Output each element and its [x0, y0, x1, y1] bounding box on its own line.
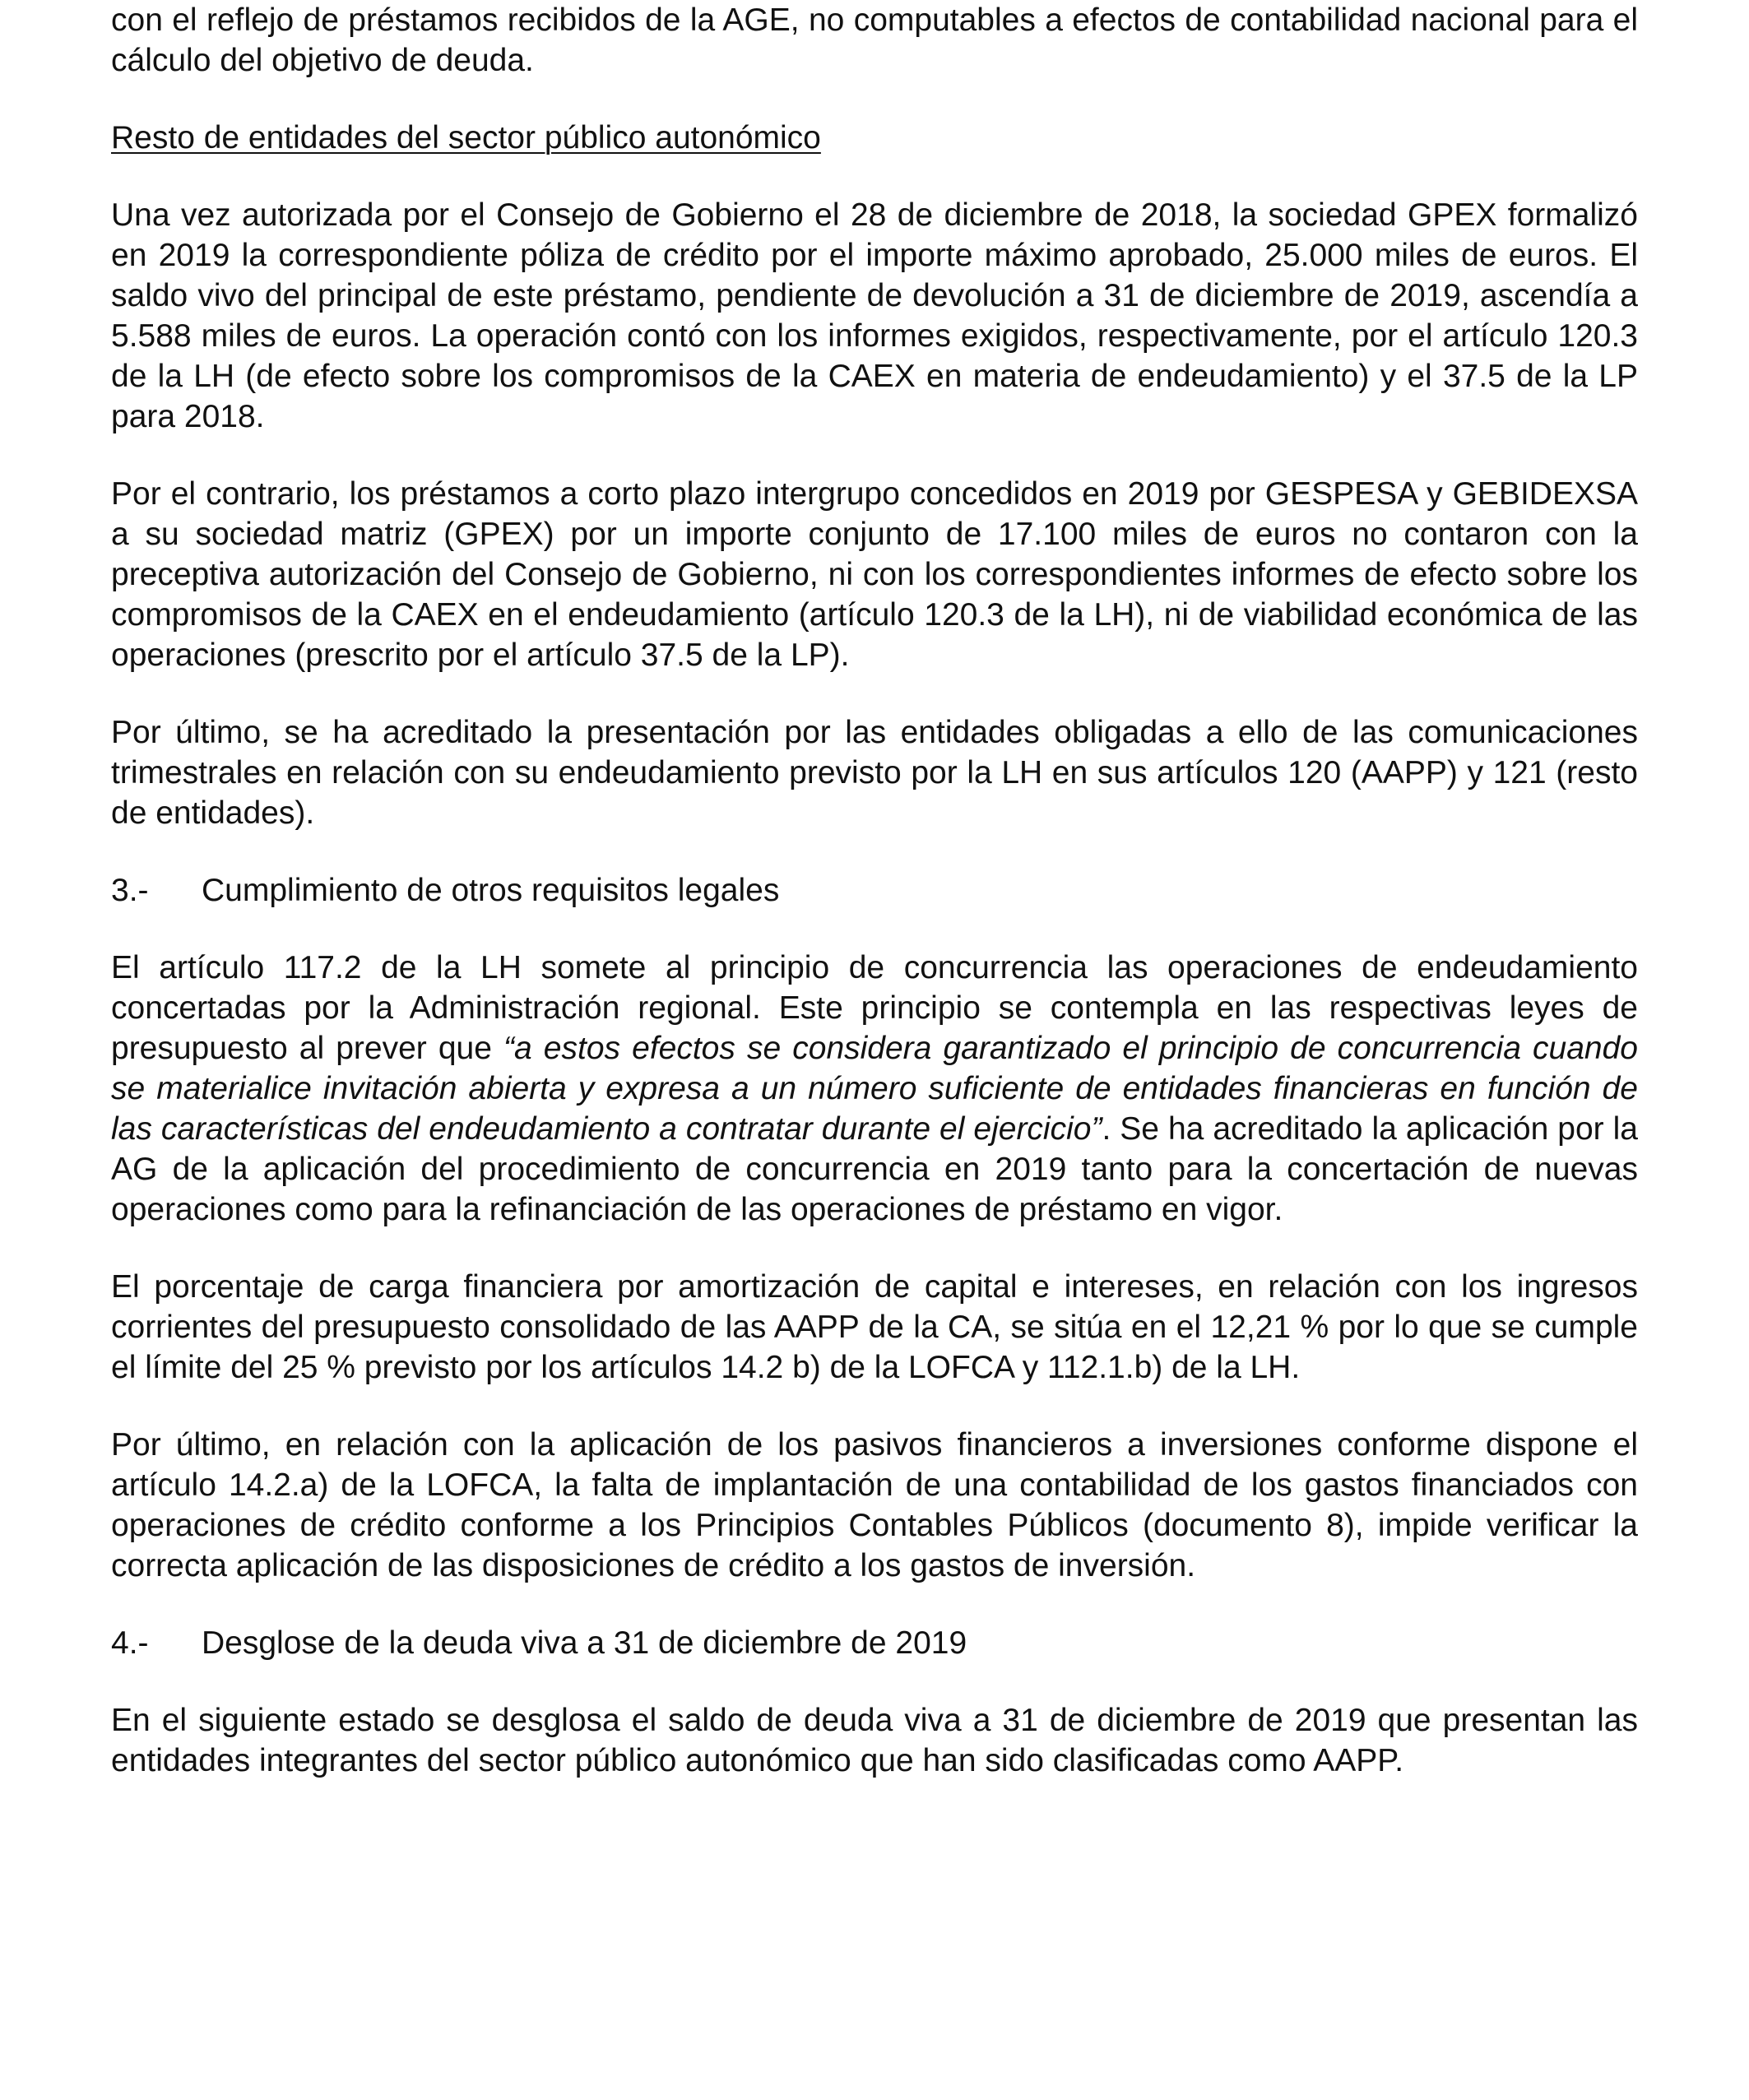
- pasivos-financieros-paragraph: Por último, en relación con la aplicación de los pasivos financieros a inversiones conforme dispone el artículo 14.2.a) de la LOFCA, la falta de implantación de una contabilidad de los gastos financiados con operaciones de crédito conforme a los Principios Contables Públicos (documento 8), impide verificar la correcta aplicación de las disposiciones de crédito a los gastos de inversión.: [111, 1427, 1638, 1583]
- comunicaciones-paragraph: Por último, se ha acreditado la presentación por las entidades obligadas a ello de las comunicaciones trimestrales en relación con su endeudamiento previsto por la LH en sus artículos 120 (AAPP) y 121 (resto de entidades).: [111, 715, 1638, 831]
- intro-paragraph: con el reflejo de préstamos recibidos de la AGE, no computables a efectos de contabilidad nacional para el cálculo del objetivo de deuda.: [111, 2, 1638, 78]
- section-4-title: Desglose de la deuda viva a 31 de diciembre de 2019: [202, 1625, 967, 1661]
- concurrencia-text-after: . Se ha acreditado la aplicación por la AG de la aplicación del procedimiento de concurrencia en 2019 tanto para la concertación de nuevas operaciones como para la refinanciación de las operaciones de préstamo en vigor.: [111, 1111, 1638, 1227]
- concurrencia-text-before: El artículo 117.2 de la LH somete al principio de concurrencia las operaciones de endeudamiento concertadas por la Administración regional. Este principio se contempla en las respectivas leyes de presupuesto al prever que: [111, 950, 1638, 1066]
- carga-financiera-paragraph: El porcentaje de carga financiera por amortización de capital e intereses, en relación con los ingresos corrientes del presupuesto consolidado de las AAPP de la CA, se sitúa en el 12,21 % por lo que se cumple el límite del 25 % previsto por los artículos 14.2 b) de la LOFCA y 112.1.b) de la LH.: [111, 1269, 1638, 1385]
- section-3-heading: [111, 870, 1638, 911]
- gpex-paragraph: Una vez autorizada por el Consejo de Gobierno el 28 de diciembre de 2018, la sociedad GPEX formalizó en 2019 la correspondiente póliza de crédito por el importe máximo aprobado, 25.000 miles de euros. El saldo vivo del principal de este préstamo, pendiente de devolución a 31 de diciembre de 2019, ascendía a 5.588 miles de euros. La operación contó con los informes exigidos, respectivamente, por el artículo 120.3 de la LH (de efecto sobre los compromisos de la CAEX en materia de endeudamiento) y el 37.5 de la LP para 2018.: [111, 197, 1638, 434]
- desglose-paragraph: En el siguiente estado se desglosa el saldo de deuda viva a 31 de diciembre de 2019 que presentan las entidades integrantes del sector público autonómico que han sido clasificadas como AAPP.: [111, 1703, 1638, 1778]
- intergrupo-paragraph: Por el contrario, los préstamos a corto plazo intergrupo concedidos en 2019 por GESPESA y GEBIDEXSA a su sociedad matriz (GPEX) por un importe conjunto de 17.100 miles de euros no contaron con la preceptiva autorización del Consejo de Gobierno, ni con los correspondientes informes de efecto sobre los compromisos de la CAEX en el endeudamiento (artículo 120.3 de la LH), ni de viabilidad económica de las operaciones (prescrito por el artículo 37.5 de la LP).: [111, 476, 1638, 673]
- section-3-title: Cumplimiento de otros requisitos legales: [202, 873, 780, 908]
- concurrencia-quote: “a estos efectos se considera garantizado el principio de concurrencia cuando se materialice invitación abierta y expresa a un número suficiente de entidades financieras en función de las características del endeudamiento a contratar durante el ejercicio”: [111, 1031, 1638, 1147]
- section-4-heading: [111, 1623, 1638, 1663]
- section-3-number: 3.-: [111, 873, 149, 908]
- section-4-number: 4.-: [111, 1625, 149, 1661]
- concurrencia-paragraph: [111, 948, 1638, 1230]
- subheading-resto-entidades-text: Resto de entidades del sector público autonómico: [111, 120, 821, 155]
- subheading-resto-entidades: [111, 118, 1638, 158]
- document-page: [111, 0, 1638, 1781]
